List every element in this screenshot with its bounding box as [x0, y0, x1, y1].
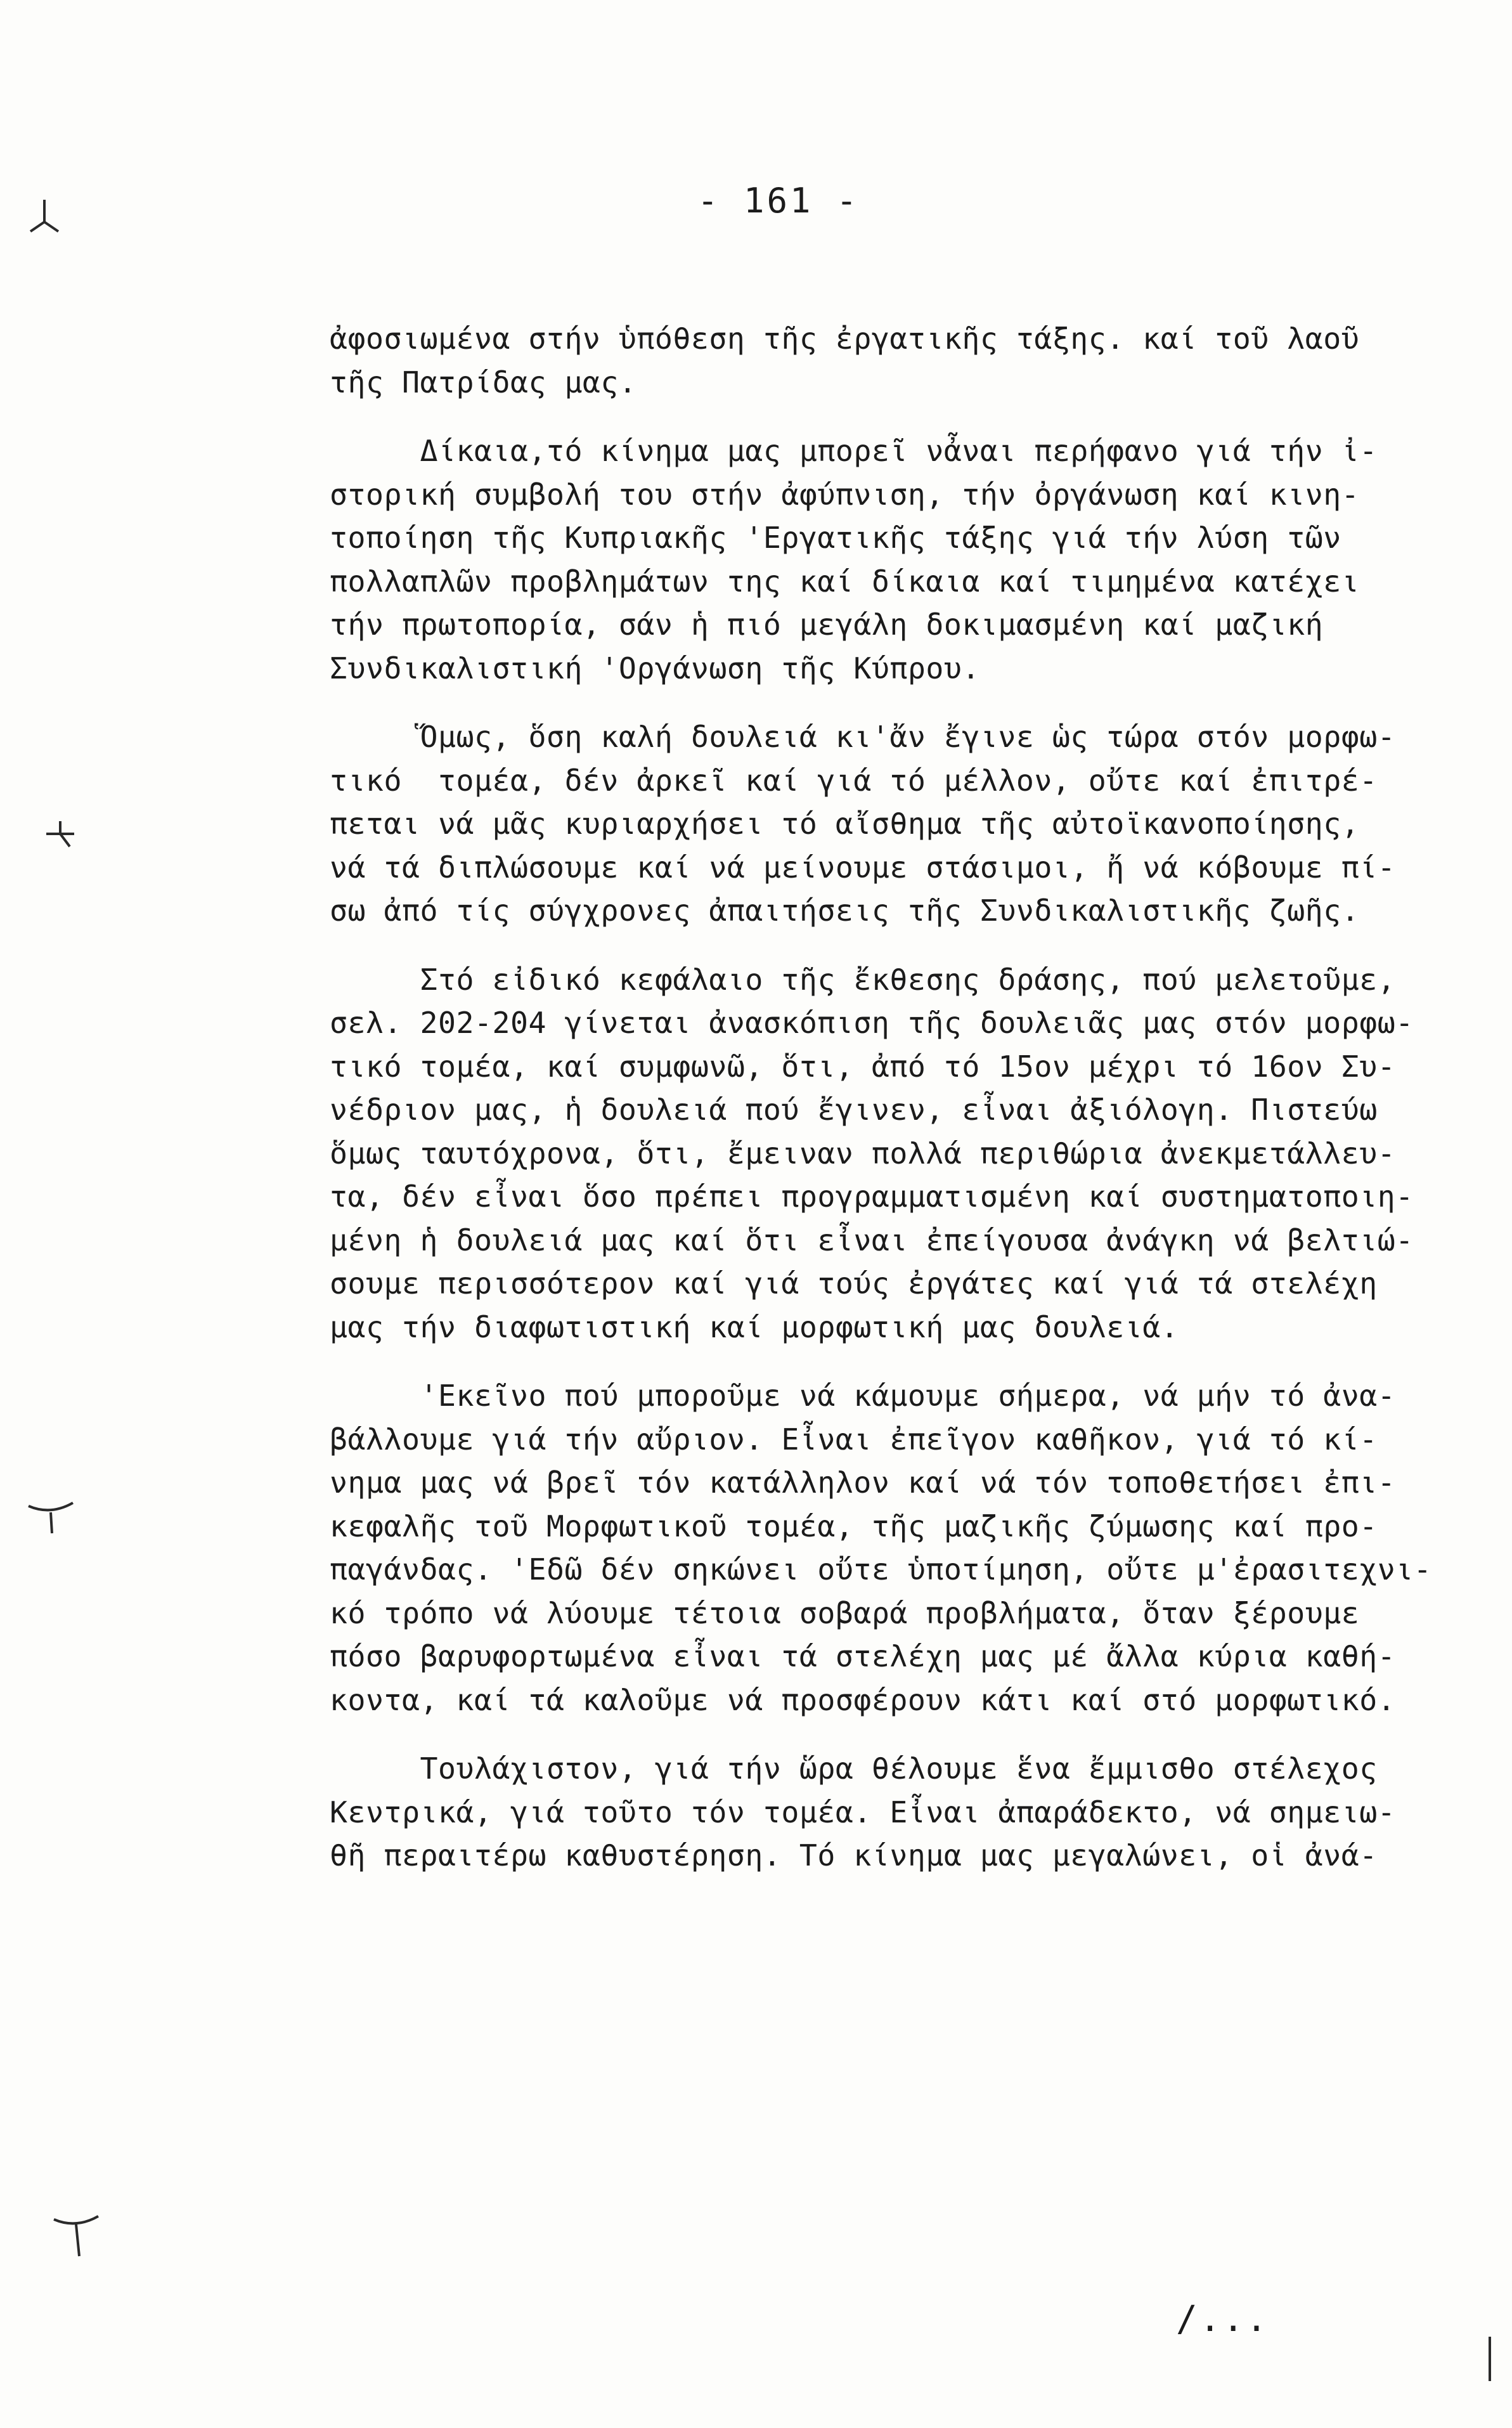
text-line: τικό τομέα, δέν ἀρκεῖ καί γιά τό μέλλον, οὔτε καί ἐπιτρέ- [330, 763, 1378, 798]
text-line: σουμε περισσότερον καί γιά τούς ἐργάτες καί γιά τά στελέχη [330, 1266, 1378, 1301]
binder-mark-icon [25, 1496, 76, 1535]
text-line: κεφαλῆς τοῦ Μορφωτικοῦ τομέα, τῆς μαζικῆς ζύμωσης καί προ- [330, 1509, 1378, 1543]
text-line: στορική συμβολή του στήν ἀφύπνιση, τήν ὀργάνωση καί κινη- [330, 477, 1360, 512]
text-line: μένη ἡ δουλειά μας καί ὅτι εἶναι ἐπείγουσα ἀνάγκη νά βελτιώ- [330, 1223, 1414, 1257]
text-line: βάλλουμε γιά τήν αὔριον. Εἶναι ἐπεῖγον καθῆκον, γιά τό κί- [330, 1422, 1378, 1457]
text-line: πόσο βαρυφορτωμένα εἶναι τά στελέχη μας μέ ἄλλα κύρια καθή- [330, 1639, 1396, 1673]
paragraph-gap [330, 1722, 1464, 1747]
text-line: Ὅμως, ὅση καλή δουλειά κι'ἄν ἔγινε ὡς τώρα στόν μορφω- [330, 720, 1396, 754]
text-line: νέδριον μας, ἡ δουλειά πού ἔγινεν, εἶναι ἀξιόλογη. Πιστεύω [330, 1093, 1378, 1127]
text-line: θῆ περαιτέρω καθυστέρηση. Τό κίνημα μας μεγαλώνει, οἱ ἀνά- [330, 1838, 1378, 1873]
text-line: κό τρόπο νά λύουμε τέτοια σοβαρά προβλήματα, ὅταν ξέρουμε [330, 1595, 1360, 1630]
text-line: ἀφοσιωμένα στήν ὑπόθεση τῆς ἐργατικῆς τάξης. καί τοῦ λαοῦ [330, 321, 1360, 356]
text-line: τήν πρωτοπορία, σάν ἡ πιό μεγάλη δοκιμασμένη καί μαζική [330, 607, 1324, 642]
text-line: μας τήν διαφωτιστική καί μορφωτική μας δουλειά. [330, 1309, 1179, 1344]
text-line: Κεντρικά, γιά τοῦτο τόν τομέα. Εἶναι ἀπαράδεκτο, νά σημειω- [330, 1795, 1396, 1829]
paragraph-gap [330, 690, 1464, 715]
body-text [330, 317, 1464, 1878]
text-line: νά τά διπλώσουμε καί νά μείνουμε στάσιμοι, ἤ νά κόβουμε πί- [330, 850, 1396, 885]
text-line: τῆς Πατρίδας μας. [330, 365, 637, 399]
paragraph-gap [330, 404, 1464, 429]
text-line: ὅμως ταυτόχρονα, ὅτι, ἔμειναν πολλά περιθώρια ἀνεκμετάλλευ- [330, 1136, 1396, 1171]
text-line: παγάνδας. 'Εδῶ δέν σηκώνει οὔτε ὑποτίμηση, οὔτε μ'ἐρασιτεχνι- [330, 1552, 1432, 1587]
text-line: κοντα, καί τά καλοῦμε νά προσφέρουν κάτι καί στό μορφωτικό. [330, 1682, 1396, 1717]
text-line: τα, δέν εἶναι ὅσο πρέπει προγραμματισμένη καί συστηματοποιη- [330, 1179, 1414, 1214]
binder-mark-icon [41, 818, 79, 850]
binder-mark-icon [25, 197, 63, 235]
edge-mark-icon [1483, 2334, 1496, 2384]
text-line: τικό τομέα, καί συμφωνῶ, ὅτι, ἀπό τό 15ον μέχρι τό 16ον Συ- [330, 1049, 1396, 1084]
text-line: Τουλάχιστον, γιά τήν ὥρα θέλουμε ἕνα ἔμμισθο στέλεχος [330, 1751, 1378, 1786]
text-line: Δίκαια,τό κίνημα μας μπορεῖ νἆναι περήφανο γιά τήν ἰ- [330, 434, 1378, 468]
text-line: Συνδικαλιστική 'Οργάνωση τῆς Κύπρου. [330, 651, 980, 685]
text-line: τοποίηση τῆς Κυπριακῆς 'Εργατικῆς τάξης γιά τήν λύση τῶν [330, 521, 1341, 555]
binder-mark-icon [51, 2207, 101, 2257]
text-line: πολλαπλῶν προβλημάτων της καί δίκαια καί τιμημένα κατέχει [330, 564, 1360, 599]
text-line: 'Εκεῖνο πού μποροῦμε νά κάμουμε σήμερα, νά μήν τό ἀνα- [330, 1379, 1396, 1413]
paragraph-gap [330, 933, 1464, 958]
page-number: - 161 - [697, 181, 860, 221]
text-line: σελ. 202-204 γίνεται ἀνασκόπιση τῆς δουλειᾶς μας στόν μορφω- [330, 1006, 1414, 1040]
text-line: σω ἀπό τίς σύγχρονες ἀπαιτήσεις τῆς Συνδικαλιστικῆς ζωῆς. [330, 893, 1360, 928]
text-line: νημα μας νά βρεῖ τόν κατάλληλον καί νά τόν τοποθετήσει ἐπι- [330, 1465, 1396, 1500]
continuation-mark: /... [1176, 2299, 1269, 2340]
text-line: πεται νά μᾶς κυριαρχήσει τό αἴσθημα τῆς αὐτοϊκανοποίησης, [330, 807, 1360, 841]
paragraph-gap [330, 1349, 1464, 1374]
text-line: Στό εἰδικό κεφάλαιο τῆς ἔκθεσης δράσης, πού μελετοῦμε, [330, 962, 1396, 997]
